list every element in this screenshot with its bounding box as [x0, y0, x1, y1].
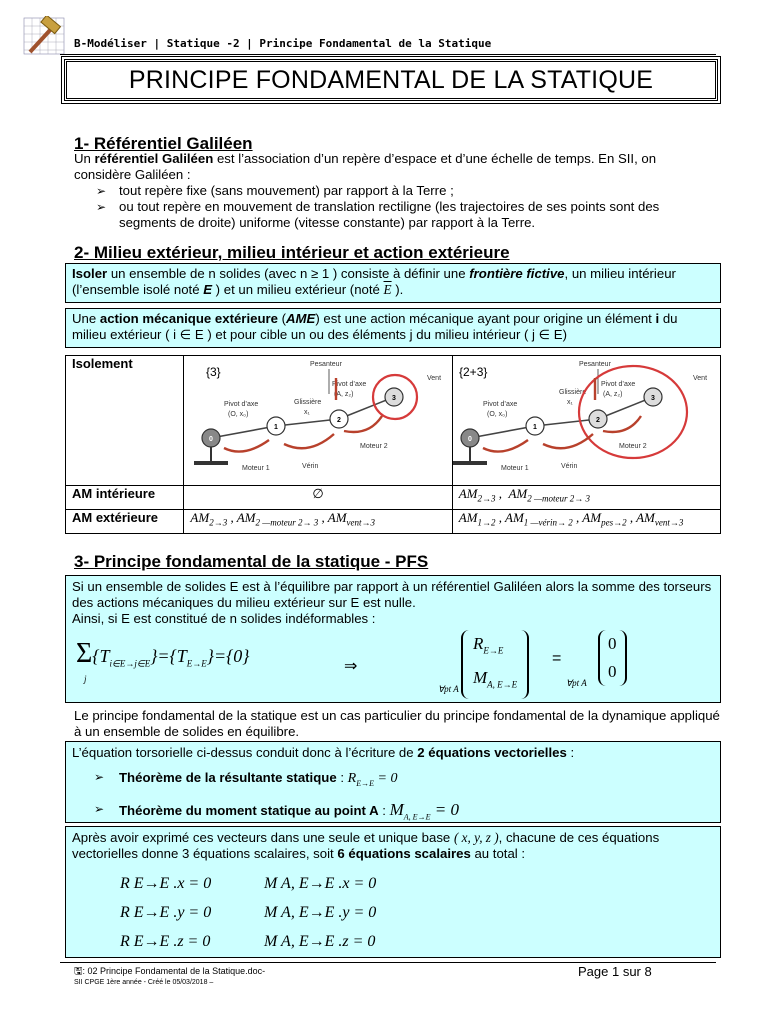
svg-text:(A, z₂): (A, z₂)	[602, 391, 623, 398]
vector-equations-intro: L’équation torsorielle ci-dessus conduit donc à l’écriture de 2 équations vectorielles :	[72, 745, 575, 760]
scalar-equations-left	[120, 869, 211, 956]
svg-text:2: 2	[337, 417, 342, 424]
scalar-eq: R E→E .x = 0	[120, 875, 212, 892]
svg-text:Pivot d’axe: Pivot d’axe	[332, 381, 367, 388]
header-text: B-Modéliser | Statique -2 | Principe Fondamental de la Statique	[74, 37, 492, 50]
implies-symbol: ⇒	[344, 658, 358, 675]
svg-text:x₁: x₁	[566, 399, 573, 406]
pfs-statement-box	[65, 575, 721, 703]
page-title-box	[64, 59, 718, 101]
svg-text:Moteur 1: Moteur 1	[500, 465, 529, 472]
svg-text:1: 1	[274, 424, 279, 431]
svg-text:(A, z₂): (A, z₂)	[334, 391, 354, 398]
sum-index: j	[84, 674, 87, 684]
svg-text:Moteur 1: Moteur 1	[242, 465, 271, 472]
forall-label: ∀pt A	[438, 684, 459, 694]
section-1-bullet-1: tout repère fixe (sans mouvement) par rapport à la Terre ;	[119, 183, 454, 198]
isoler-definition-text: Isoler un ensemble de n solides (avec n ≥ 1 ) consiste à définir une frontière fictive, un milieu intérieur (l’ensemble isolé noté E ) et un milieu extérieur (noté $\overline{E}$ ).	[72, 266, 676, 297]
svg-text:(O, x₀): (O, x₀)	[228, 411, 249, 418]
vector-equations-box	[65, 741, 721, 823]
theorem-resultante: Théorème de la résultante statique : $R_{E\to E} = 0$	[119, 770, 398, 788]
table-row	[66, 356, 721, 486]
svg-text:0: 0	[467, 436, 472, 443]
section-1-paragraph: Un référentiel Galiléen est l’association d’un repère d’espace et d’une échelle de temps. En SII, on considère Galiléen :	[74, 151, 657, 182]
scalar-eq: M A, E→E .x = 0	[264, 875, 377, 892]
arrow-bullet-icon: ➢	[96, 184, 107, 198]
torsor-components: $R_{E\to E}$ $M_{A, E\to E}$	[461, 630, 529, 699]
am-interieure-right: $AM_{2\to 3}$ , $AM_{2 —moteur 2\to 3}$	[452, 486, 720, 510]
scalar-eq: R E→E .y = 0	[120, 904, 212, 921]
forall-label: ∀pt A	[566, 678, 587, 688]
page-title: PRINCIPE FONDAMENTAL DE LA STATIQUE	[128, 66, 654, 94]
scalar-eq: M A, E→E .z = 0	[264, 933, 376, 950]
svg-text:1: 1	[532, 424, 537, 431]
svg-text:3: 3	[650, 395, 655, 402]
scalar-equations-right	[264, 869, 376, 956]
svg-text:Vérin: Vérin	[560, 463, 578, 470]
svg-text:Glissière: Glissière	[558, 389, 586, 396]
section-2-heading: 2- Milieu extérieur, milieu intérieur et action extérieure	[74, 243, 510, 262]
page-number: Page 1 sur 8	[578, 964, 652, 979]
svg-text:Pivot d’axe: Pivot d’axe	[482, 401, 517, 408]
scalar-equations-intro: Après avoir exprimé ces vecteurs dans une seule et unique base ( x, y, z ), chacune de ces équations vectorielles donne 3 équations scalaires, soit 6 équations scalaires au total :	[72, 830, 660, 861]
scalar-eq: M A, E→E .y = 0	[264, 904, 377, 921]
svg-text:(O, x₀): (O, x₀)	[486, 411, 508, 418]
svg-text:Moteur 2: Moteur 2	[618, 443, 647, 450]
row-label-am-interieure: AM intérieure	[66, 486, 184, 510]
arrow-bullet-icon: ➢	[94, 802, 105, 816]
scalar-eq: R E→E .z = 0	[120, 933, 211, 950]
svg-text:3: 3	[392, 395, 397, 402]
theorem-moment: Théorème du moment statique au point A : $M_{A, E\to E} = 0$	[119, 800, 459, 822]
set-label: {2+3}	[458, 365, 488, 379]
svg-text:0: 0	[209, 436, 214, 443]
mechanism-diagram-2-3	[453, 356, 711, 486]
pfs-paragraph: Le principe fondamental de la statique est un cas particulier du principe fondamental de la dynamique appliqué à un ensemble de solides en équilibre.	[74, 708, 720, 739]
section-3-heading: 3- Principe fondamental de la statique - PFS	[74, 552, 429, 571]
svg-text:Vent: Vent	[692, 375, 707, 382]
floppy-disk-icon: 🖫	[74, 966, 83, 977]
equals-symbol: =	[552, 650, 562, 667]
section-1-bullet-2: ou tout repère en mouvement de translation rectiligne (les trajectoires de ses points sont des segments de droite) uniforme (vitesse constante) par rapport à la Terre.	[119, 199, 660, 230]
section-1-heading: 1- Référentiel Galiléen	[74, 134, 253, 153]
row-label-am-exterieure: AM extérieure	[66, 510, 184, 534]
svg-text:Pivot d’axe: Pivot d’axe	[224, 401, 259, 408]
footer-file-info: 🖫: 02 Principe Fondamental de la Statique.doc- SII CPGE 1ère année - Créé le 05/03/2018 –	[74, 966, 266, 986]
pfs-statement-text: Si un ensemble de solides E est à l’équilibre par rapport à un référentiel Galiléen alors la somme des torseurs des actions mécaniques du milieu extérieur sur E est nulle.	[72, 579, 712, 610]
svg-text:Pesanteur: Pesanteur	[310, 361, 343, 368]
svg-text:Pesanteur: Pesanteur	[578, 361, 611, 368]
pfs-statement-subtext: Ainsi, si E est constitué de n solides indéformables :	[72, 611, 376, 626]
table-row	[66, 486, 721, 510]
scalar-equations-box	[65, 826, 721, 958]
set-label: {3}	[206, 365, 222, 379]
zero-torsor: 0 0	[598, 630, 627, 686]
svg-text:Vérin: Vérin	[302, 463, 319, 470]
svg-text:Pivot d’axe: Pivot d’axe	[600, 381, 635, 388]
isolation-figure-left	[184, 356, 452, 486]
isolation-table	[65, 355, 721, 534]
am-exterieure-left: $AM_{2\to 3}$ , $AM_{2 —moteur 2\to 3}$ , $AM_{vent\to 3}$	[184, 510, 452, 534]
svg-text:Moteur 2: Moteur 2	[360, 443, 389, 450]
isolation-figure-right	[452, 356, 720, 486]
arrow-bullet-icon: ➢	[96, 200, 107, 214]
mechanism-diagram-3	[184, 356, 442, 486]
row-label-isolement: Isolement	[66, 356, 184, 486]
page-header	[60, 34, 716, 55]
table-row	[66, 510, 721, 534]
am-interieure-left: ∅	[184, 486, 452, 510]
ame-definition-box	[65, 308, 721, 348]
svg-text:Glissière: Glissière	[294, 399, 322, 406]
svg-text:2: 2	[595, 417, 600, 424]
arrow-bullet-icon: ➢	[94, 770, 105, 784]
svg-text:x₁: x₁	[304, 409, 311, 416]
am-exterieure-right: $AM_{1\to 2}$ , $AM_{1 —vérin\to 2}$ , $AM_{pes\to 2}$ , $AM_{vent\to 3}$	[452, 510, 720, 534]
svg-text:Vent: Vent	[427, 375, 442, 382]
isoler-definition-box	[65, 263, 721, 303]
ame-definition-text: Une action mécanique extérieure (AME) est une action mécanique ayant pour origine un élément i du milieu extérieur ( i ∈ E ) et pour cible un ou des éléments j du milieu intérieur ( j ∈ E)	[72, 311, 678, 342]
pfs-torsor-equation: $\Sigma\{T_{i\in E\to j\in E}\}=\{T_{E\to E}\}=\{0\}$	[76, 638, 250, 669]
footer-divider	[60, 962, 716, 963]
